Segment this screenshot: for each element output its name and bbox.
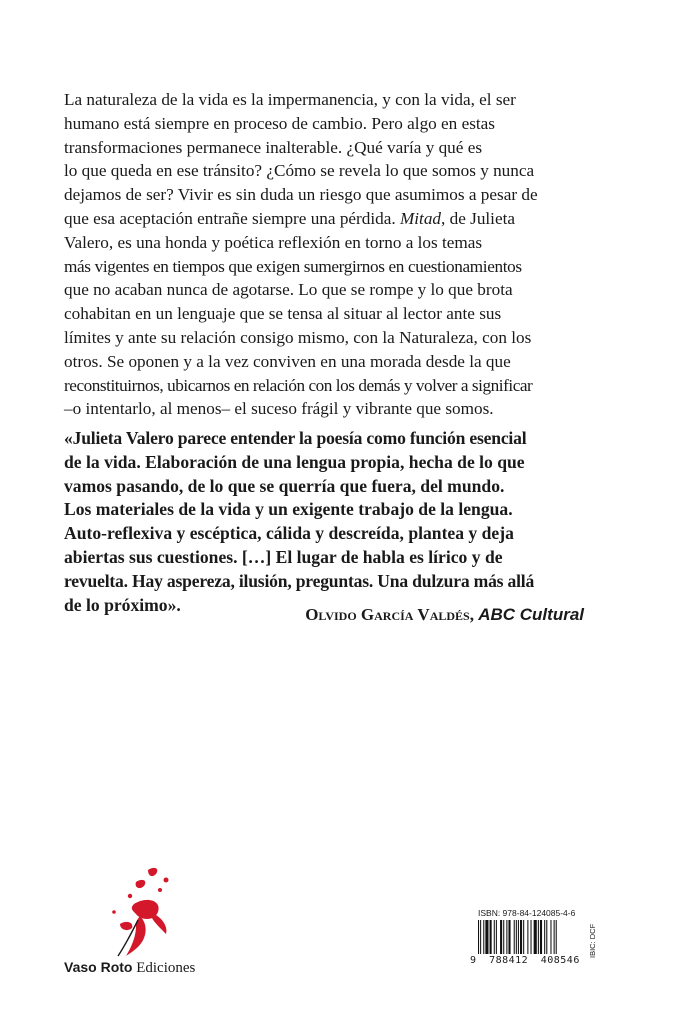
barcode-bar xyxy=(540,920,542,954)
barcode-bar xyxy=(508,920,510,954)
ean-left-group: 788412 xyxy=(489,955,529,966)
blurb-line: que no acaban nunca de agotarse. Lo que se rompe y lo que brota xyxy=(64,280,513,300)
barcode-bar xyxy=(520,920,522,954)
ean-right-group: 408546 xyxy=(540,955,580,966)
publisher-imprint: Ediciones xyxy=(136,960,196,976)
review-quote xyxy=(64,427,594,617)
quote-line: Auto-reflexiva y escéptica, cálida y descreída, plantea y deja xyxy=(64,523,514,544)
barcode-bar xyxy=(556,920,557,954)
quote-line: «Julieta Valero parece entender la poesía como función esencial xyxy=(64,428,527,448)
barcode-bar xyxy=(516,920,517,954)
quote-line: Los materiales de la vida y un exigente trabajo de la lengua. xyxy=(64,499,513,520)
barcode-bar xyxy=(485,920,488,954)
barcode-bar xyxy=(500,920,502,954)
blurb-line: cohabitan en un lenguaje que se tensa al situar al lector ante sus xyxy=(64,304,502,324)
blurb-line-with-title xyxy=(64,207,594,231)
blurb-line: –o intentarlo, al menos– el suceso frágil y vibrante que somos. xyxy=(64,399,494,419)
barcode-bar xyxy=(546,920,547,954)
barcode-bar xyxy=(496,920,497,954)
blurb-text xyxy=(64,88,594,421)
book-title-tail: , de Julieta xyxy=(441,208,515,228)
ean-number xyxy=(470,955,580,966)
barcode-bar xyxy=(531,920,532,954)
barcode xyxy=(478,920,586,954)
isbn-label: ISBN: 978-84-124085-4-6 xyxy=(478,908,576,918)
book-title: Mitad xyxy=(399,208,442,228)
blurb-line: otros. Se oponen y a la vez conviven en una morada desde la que xyxy=(64,351,511,371)
barcode-bar xyxy=(494,920,495,954)
blurb-line: límites y ante su relación consigo mismo, con la Naturaleza, con los xyxy=(64,327,532,347)
quote-line: de la vida. Elaboración de una lengua propia, hecha de lo que xyxy=(64,451,525,472)
quote-attribution xyxy=(305,605,584,625)
barcode-bar xyxy=(544,920,545,954)
blurb-line: Valero, es una honda y poética reflexión en torno a los temas xyxy=(64,232,483,252)
blurb-line: que esa aceptación entrañe siempre una pérdida. xyxy=(64,208,396,228)
blurb-line: transformaciones permanece inalterable. ¿Qué varía y qué es xyxy=(64,137,483,157)
quote-line: revuelta. Hay aspereza, ilusión, preguntas. Una dulzura más allá xyxy=(64,570,535,591)
barcode-bar xyxy=(503,920,504,954)
barcode-bar xyxy=(550,920,551,954)
barcode-bar xyxy=(514,920,515,954)
publisher-logo-icon xyxy=(96,860,186,960)
attribution-separator: , xyxy=(469,605,479,624)
blurb-line: reconstituirnos, ubicarnos en relación con los demás y volver a significar xyxy=(64,375,533,395)
blurb-line: La naturaleza de la vida es la impermanencia, y con la vida, el ser xyxy=(64,90,516,109)
barcode-bar xyxy=(518,920,519,954)
blurb-line: más vigentes en tiempos que exigen sumergirnos en cuestionamientos xyxy=(64,256,522,276)
barcode-bar xyxy=(527,920,528,954)
barcode-bar xyxy=(478,920,479,954)
quote-line: abiertas sus cuestiones. […] El lugar de habla es lírico y de xyxy=(64,546,503,567)
publisher-name xyxy=(64,959,195,977)
quote-line: vamos pasando, de lo que se querría que fuera, del mundo. xyxy=(64,475,505,496)
barcode-bar xyxy=(554,920,555,954)
quote-line: de lo próximo». xyxy=(64,594,181,615)
publisher-brand: Vaso Roto xyxy=(64,959,133,975)
ibic-code: IBIC: DCF xyxy=(588,923,597,958)
attribution-name: Olvido García Valdés xyxy=(305,605,470,624)
barcode-bar xyxy=(538,920,539,954)
blurb-line: dejamos de ser? Vivir es sin duda un riesgo que asumimos a pesar de xyxy=(64,185,538,205)
blurb-line: lo que queda en ese tránsito? ¿Cómo se revela lo que somos y nunca xyxy=(64,161,535,181)
barcode-bar xyxy=(483,920,484,954)
barcode-bar xyxy=(523,920,524,954)
ean-first-digit: 9 xyxy=(470,955,477,966)
attribution-publication: ABC Cultural xyxy=(478,605,584,624)
barcode-bar xyxy=(534,920,537,954)
barcode-bar xyxy=(480,920,481,954)
barcode-bar xyxy=(506,920,507,954)
blurb-line: humano está siempre en proceso de cambio. Pero algo en estas xyxy=(64,113,495,133)
barcode-bar xyxy=(490,920,492,954)
